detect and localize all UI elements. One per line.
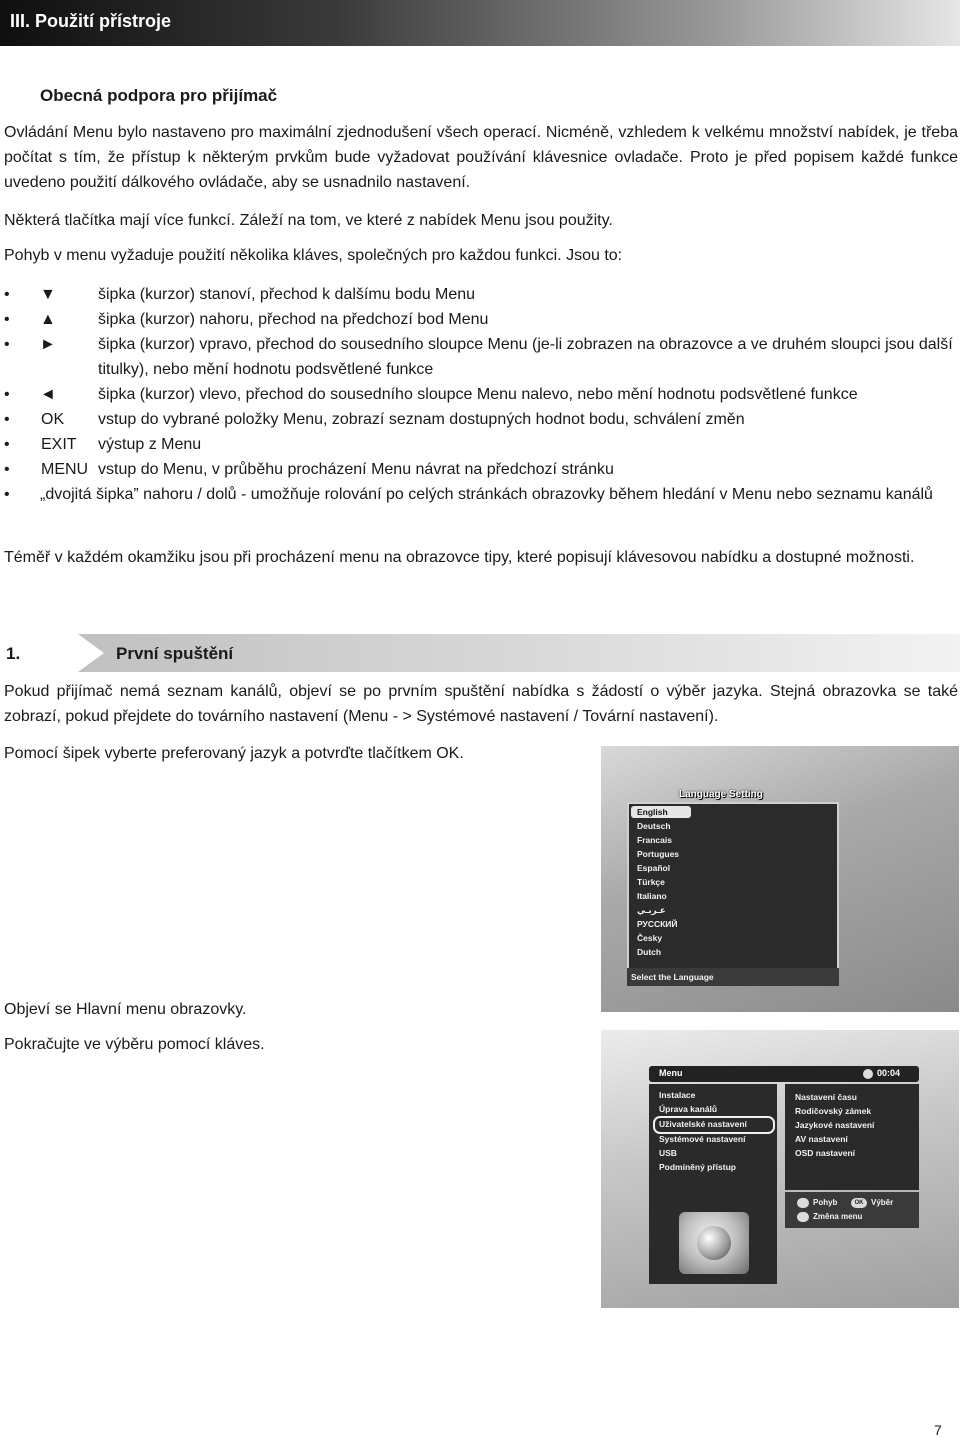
list-item — [4, 282, 958, 307]
arrow-left-icon: ◄ — [40, 386, 56, 403]
arrow-up-icon: ▲ — [40, 311, 56, 328]
arrow-down-icon: ▼ — [40, 286, 56, 303]
language-screen-footer — [627, 968, 839, 986]
clock-icon — [863, 1069, 873, 1079]
bullet-icon: • — [4, 286, 10, 303]
exit-button-icon — [797, 1212, 809, 1222]
move-button-icon — [797, 1198, 809, 1208]
menu-item: Instalace — [659, 1090, 696, 1100]
language-option: Español — [637, 863, 671, 873]
key-label-menu: MENU — [41, 461, 89, 478]
section-title: První spuštění — [116, 644, 234, 663]
key-label-exit: EXIT — [41, 436, 77, 453]
key-description: šipka (kurzor) nahoru, přechod na předchozí bod Menu — [98, 311, 489, 328]
gear-icon — [697, 1226, 731, 1260]
key-label-ok: OK — [41, 411, 65, 428]
list-item — [4, 407, 958, 432]
submenu-item: OSD nastavení — [795, 1148, 855, 1158]
language-option: РУССКИЙ — [637, 919, 678, 929]
submenu-item: AV nastavení — [795, 1134, 848, 1144]
bullet-icon: • — [4, 436, 10, 453]
intro-paragraph-1: Ovládání Menu bylo nastaveno pro maximální zjednodušení všech operací. Nicméně, vzhledem k velkému množství nabídek, je třeba počítat s tím, že přístup k některým prvkům bude vyžadovat používání klávesnice ovladače. Proto je před popisem každé funkce uvedeno použití dálkového ovládače, aby se usnadnilo nastavení. — [4, 124, 958, 191]
language-option: Francais — [637, 835, 672, 845]
language-option: Italiano — [637, 891, 667, 901]
list-item — [4, 307, 958, 332]
menu-header-bar — [649, 1066, 919, 1082]
list-item — [4, 332, 958, 382]
language-option: Türkçe — [637, 877, 665, 887]
list-item — [4, 457, 958, 482]
page-number: 7 — [934, 1422, 942, 1438]
submenu-item: Rodičovský zámek — [795, 1106, 872, 1116]
bullet-icon: • — [4, 336, 10, 353]
list-item — [4, 482, 958, 507]
list-item — [4, 432, 958, 457]
arrow-right-icon: ► — [40, 336, 56, 353]
main-menu-screenshot — [601, 1030, 959, 1308]
language-option: Deutsch — [637, 821, 671, 831]
section-paragraph-4: Pokračujte ve výběru pomocí kláves. — [4, 1036, 265, 1053]
intro-paragraph-3: Pohyb v menu vyžaduje použití několika kláves, společných pro každou funkci. Jsou to: — [4, 247, 623, 264]
bullet-icon: • — [4, 461, 10, 478]
submenu-item: Jazykové nastavení — [795, 1120, 875, 1130]
key-description: výstup z Menu — [98, 436, 202, 453]
chapter-header-bar — [0, 0, 960, 46]
key-description: „dvojitá šipka” nahoru / dolů - umožňuje rolování po celých stránkách obrazovky během hledání v Menu nebo seznamu kanálů — [40, 486, 933, 503]
chapter-title: III. Použití přístroje — [10, 11, 172, 31]
bullet-icon: • — [4, 311, 10, 328]
language-list-panel — [627, 802, 839, 972]
language-setting-screenshot — [601, 746, 959, 1012]
menu-item: Systémové nastavení — [659, 1134, 746, 1144]
language-screen-title: Language Setting — [679, 789, 763, 800]
menu-header-title: Menu — [659, 1068, 683, 1078]
menu-time: 00:04 — [877, 1068, 901, 1078]
section-subtitle: Obecná podpora pro přijímač — [40, 86, 278, 105]
menu-item: Uživatelské nastavení — [659, 1119, 747, 1129]
key-description: šipka (kurzor) vpravo, přechod do sousedního sloupce Menu (je-li zobrazen na obrazovce a ve druhém sloupci jsou další titulky), nebo mění hodnotu podsvětlené funkce — [98, 336, 953, 378]
key-list — [4, 282, 958, 507]
section-paragraph-3: Objeví se Hlavní menu obrazovky. — [4, 1001, 247, 1018]
key-description: šipka (kurzor) vlevo, přechod do sousedního sloupce Menu nalevo, nebo mění hodnotu podsvětlené funkce — [98, 386, 858, 403]
language-footer-hint: Select the Language — [631, 972, 714, 982]
bullet-icon: • — [4, 386, 10, 403]
submenu-item: Nastavení času — [795, 1092, 857, 1102]
settings-graphic-icon — [679, 1212, 749, 1274]
menu-item: Úprava kanálů — [659, 1104, 718, 1114]
move-hint: Pohyb — [813, 1198, 838, 1207]
language-option: English — [637, 807, 668, 817]
menu-main-list — [649, 1084, 777, 1284]
menu-submenu-list — [785, 1084, 919, 1190]
intro-paragraph-2: Některá tlačítka mají více funkcí. Záleží na tom, ve které z nabídek Menu jsou použity. — [4, 212, 613, 229]
ok-button-icon: OK — [851, 1198, 867, 1208]
bullet-icon: • — [4, 411, 10, 428]
menu-item: USB — [659, 1148, 677, 1158]
select-hint: Výběr — [871, 1198, 894, 1207]
section-number: 1. — [6, 644, 21, 663]
menu-footer — [785, 1192, 919, 1228]
key-description: vstup do Menu, v průběhu procházení Menu návrat na předchozí stránku — [98, 461, 614, 478]
menu-item: Podmíněný přístup — [659, 1162, 736, 1172]
language-option: Dutch — [637, 947, 662, 957]
list-item — [4, 382, 958, 407]
section-paragraph-2: Pomocí šipek vyberte preferovaný jazyk a potvrďte tlačítkem OK. — [4, 745, 464, 762]
change-menu-hint: Změna menu — [813, 1212, 863, 1221]
language-option: Česky — [637, 933, 663, 943]
language-option: عـربـي — [637, 905, 666, 915]
section-paragraph-1: Pokud přijímač nemá seznam kanálů, objeví se po prvním spuštění nabídka s žádostí o výběr jazyka. Stejná obrazovka se také zobrazí, pokud přejdete do továrního nastavení (Menu - > Systémové nastavení / Tovární nastavení). — [4, 683, 958, 725]
tip-paragraph: Téměř v každém okamžiku jsou při procházení menu na obrazovce tipy, které popisují klávesovou nabídku a dostupné možnosti. — [4, 549, 915, 566]
key-description: vstup do vybrané položky Menu, zobrazí seznam dostupných hodnot bodu, schválení změn — [98, 411, 745, 428]
bullet-icon: • — [4, 486, 10, 503]
language-option: Portugues — [637, 849, 680, 859]
key-description: šipka (kurzor) stanoví, přechod k dalšímu bodu Menu — [98, 286, 476, 303]
